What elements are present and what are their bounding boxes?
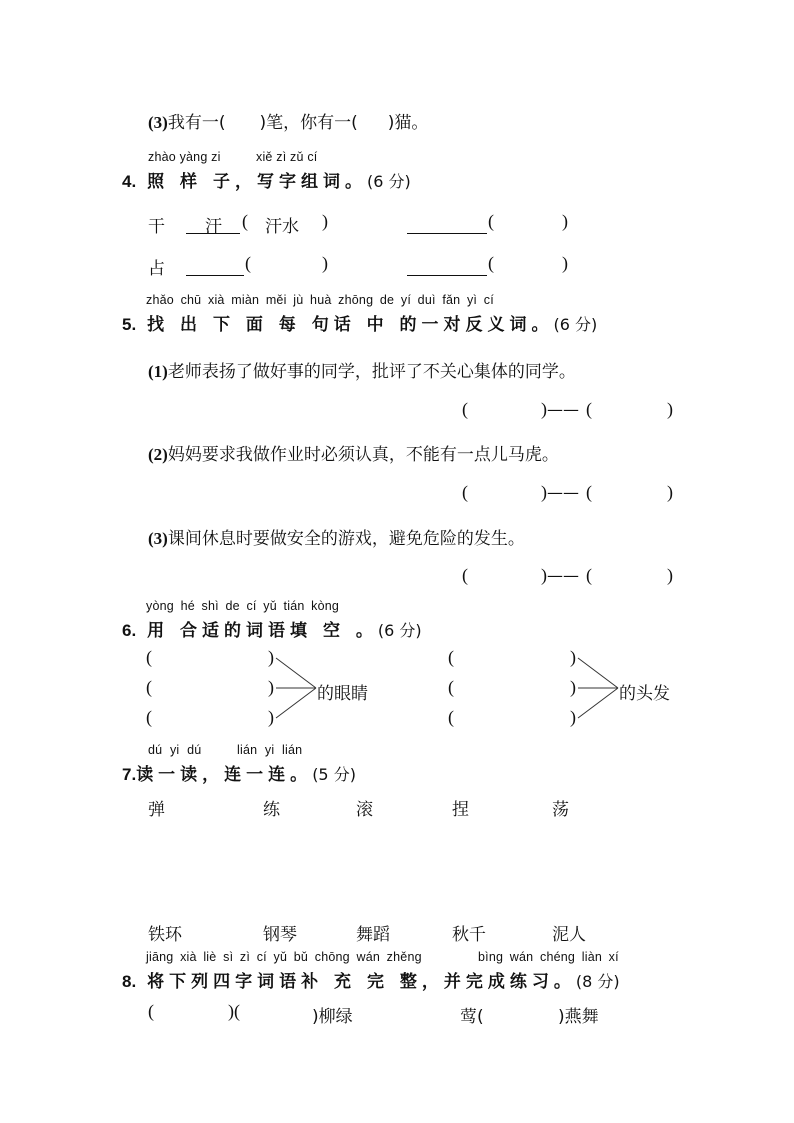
q7-bottom-item[interactable]: 秋千: [452, 925, 486, 945]
q7-title: [122, 760, 356, 785]
q7-pinyin-1: dú yi dú: [148, 743, 202, 757]
open-paren: (: [448, 677, 454, 697]
q7-bottom-item[interactable]: 铁环: [148, 925, 182, 945]
open-paren: (: [488, 211, 494, 231]
points: (6 分): [366, 172, 411, 191]
close-paren: ): [541, 399, 547, 419]
open-paren: (: [242, 211, 248, 231]
q6-title: [122, 616, 422, 641]
close-paren: ): [570, 647, 576, 667]
text: )笔，你有一(: [259, 113, 358, 133]
open-paren: (: [462, 399, 468, 419]
close-paren: ): [570, 677, 576, 697]
q8-pinyin-1: jiāng xià liè sì zì cí yǔ bǔ chōng wán zhěng: [146, 950, 422, 964]
q6-pinyin: yòng hé shì de cí yǔ tián kòng: [146, 599, 340, 613]
q7-top-item[interactable]: 练: [263, 800, 280, 820]
points: (5 分): [312, 765, 356, 784]
item-number: (2): [148, 445, 168, 464]
q5-item-2: [148, 440, 559, 465]
open-paren: (: [146, 707, 152, 727]
open-paren: (: [448, 647, 454, 667]
q4-example-char: 汗: [205, 217, 222, 237]
open-paren: (: [488, 253, 494, 273]
question-text: 读一读，连一连。: [136, 765, 313, 785]
item-number: (3): [148, 529, 168, 548]
open-paren: (: [586, 482, 592, 502]
question-text: 用 合适的词语填 空 。: [147, 621, 378, 641]
text: 我有一(: [167, 113, 226, 133]
q3-item-3: [148, 108, 428, 133]
open-paren: (: [462, 565, 468, 585]
question-number: 8.: [122, 972, 137, 991]
sentence: 妈妈要求我做作业时必须认真，不能有一点儿马虎。: [167, 445, 559, 465]
dash: ——: [547, 566, 579, 585]
q4-answer-line[interactable]: [407, 233, 487, 234]
q4-pinyin-2: xiě zì zǔ cí: [256, 150, 318, 164]
points: (6 分): [553, 315, 598, 334]
q8-pinyin-2: bìng wán chéng liàn xí: [478, 950, 619, 964]
close-paren: ): [570, 707, 576, 727]
question-number: 6.: [122, 621, 137, 640]
points: (6 分): [377, 621, 422, 640]
sentence: 课间休息时要做安全的游戏，避免危险的发生。: [167, 529, 525, 549]
q4-example-word: 汗水: [265, 217, 299, 237]
q6-right-target: 的头发: [619, 684, 670, 704]
close-paren: ): [562, 211, 568, 231]
question-number: 4.: [122, 172, 137, 191]
question-number: 7.: [122, 765, 137, 784]
question-text: 找 出 下 面 每 句话 中 的一对反义词。: [147, 315, 554, 335]
q7-bottom-item[interactable]: 泥人: [552, 925, 586, 945]
close-paren: ): [268, 677, 274, 697]
text: )猫。: [387, 113, 429, 133]
q7-pinyin-2: lián yi lián: [237, 743, 303, 757]
close-paren: ): [667, 565, 673, 585]
q8-item2-suffix: )燕舞: [558, 1007, 599, 1027]
points: (8 分): [575, 972, 620, 991]
close-paren: ): [667, 399, 673, 419]
q4-answer-line[interactable]: [407, 275, 487, 276]
open-paren: (: [234, 1001, 240, 1021]
q7-bottom-item[interactable]: 钢琴: [263, 925, 297, 945]
open-paren: (: [586, 399, 592, 419]
connector-lines: [274, 650, 318, 724]
q7-top-item[interactable]: 荡: [552, 800, 569, 820]
close-paren: ): [268, 707, 274, 727]
close-paren: ): [541, 482, 547, 502]
close-paren: ): [541, 565, 547, 585]
close-paren: ): [228, 1001, 234, 1021]
dash: ——: [547, 483, 579, 502]
q5-item-3: [148, 524, 525, 549]
q4-answer-line[interactable]: [186, 275, 244, 276]
dash: ——: [547, 400, 579, 419]
item-number: (1): [148, 362, 168, 381]
q6-left-target: 的眼睛: [317, 684, 368, 704]
question-text: 照 样 子，写字组词。: [147, 172, 367, 192]
close-paren: ): [322, 211, 328, 231]
q4-char-2: 占: [148, 259, 165, 279]
question-text: 将下列四字词语补 充 完 整，并完成练习。: [147, 972, 576, 992]
q7-top-item[interactable]: 滚: [356, 800, 373, 820]
close-paren: ): [322, 253, 328, 273]
q5-title: [122, 310, 597, 335]
sentence: 老师表扬了做好事的同学，批评了不关心集体的同学。: [167, 362, 576, 382]
question-number: 5.: [122, 315, 137, 334]
open-paren: (: [245, 253, 251, 273]
q4-pinyin-1: zhào yàng zi: [148, 150, 221, 164]
open-paren: (: [462, 482, 468, 502]
q8-item1-suffix: )柳绿: [312, 1007, 353, 1027]
q4-char-1: 干: [148, 217, 165, 237]
open-paren: (: [586, 565, 592, 585]
item-number: (3): [148, 113, 168, 132]
q7-top-item[interactable]: 捏: [452, 800, 469, 820]
q4-title: [122, 167, 411, 192]
q8-title: [122, 967, 620, 992]
q5-pinyin: zhǎo chū xià miàn měi jù huà zhōng de yí duì fǎn yì cí: [146, 293, 494, 307]
open-paren: (: [146, 677, 152, 697]
connector-lines: [576, 650, 620, 724]
q8-item2-prefix: 莺(: [460, 1007, 484, 1027]
close-paren: ): [268, 647, 274, 667]
close-paren: ): [667, 482, 673, 502]
q5-item-1: [148, 357, 576, 382]
q7-bottom-item[interactable]: 舞蹈: [356, 925, 390, 945]
open-paren: (: [148, 1001, 154, 1021]
open-paren: (: [448, 707, 454, 727]
q7-top-item[interactable]: 弹: [148, 800, 165, 820]
open-paren: (: [146, 647, 152, 667]
close-paren: ): [562, 253, 568, 273]
